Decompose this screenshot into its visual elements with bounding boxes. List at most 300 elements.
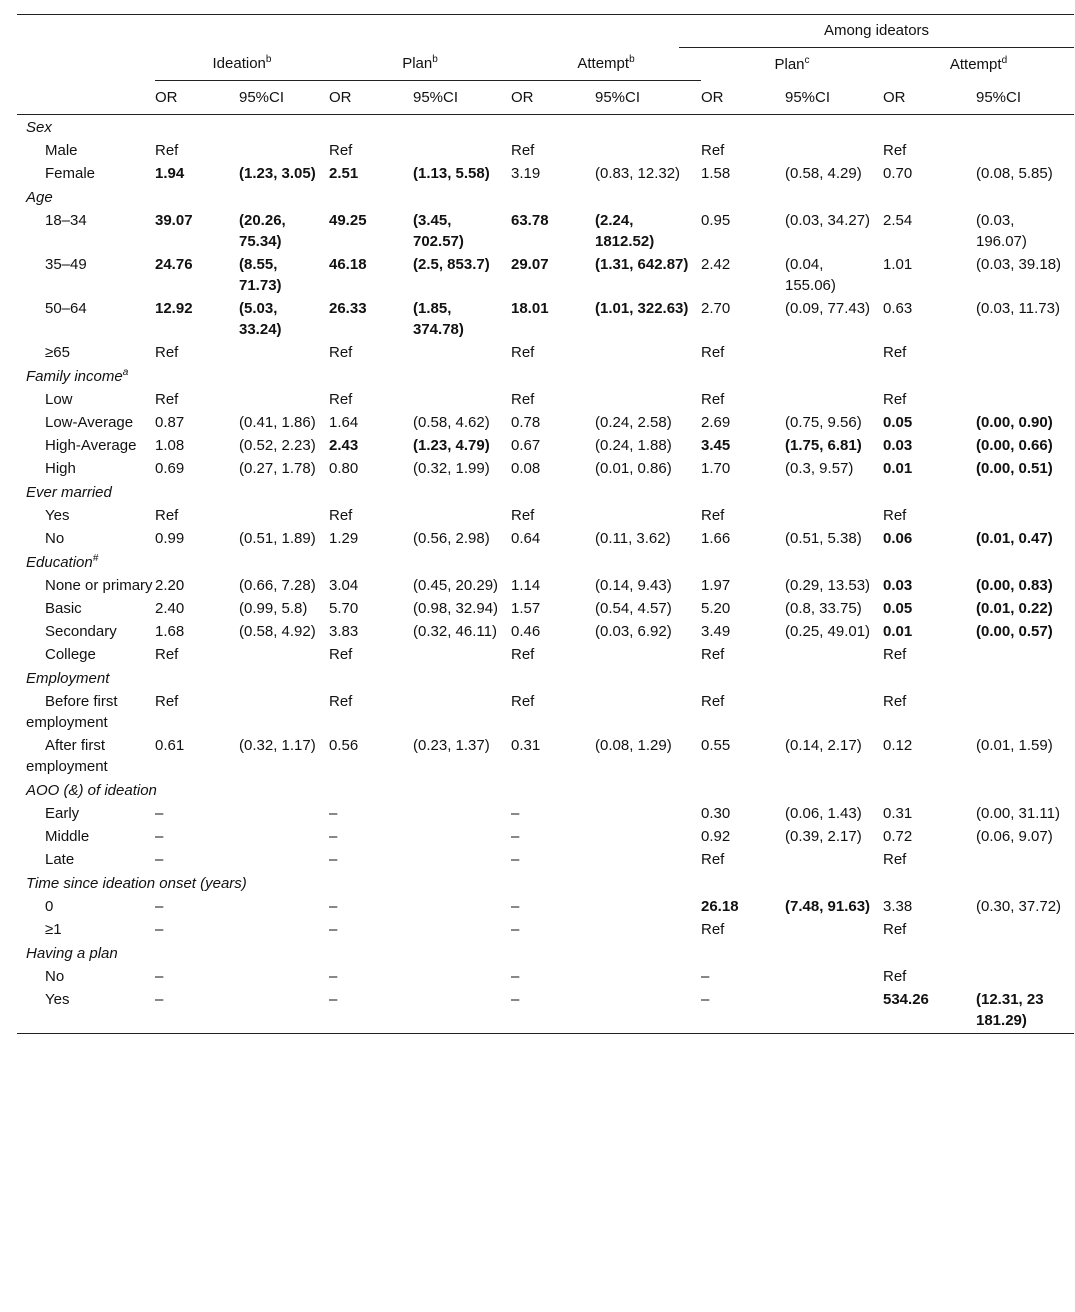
- section-title-text: Family income: [26, 368, 123, 385]
- section-title: [17, 480, 1074, 504]
- or-value: Ref: [883, 507, 907, 524]
- group-header-label: [155, 48, 329, 81]
- ci-value: [595, 988, 701, 1034]
- or-value: Ref: [155, 507, 179, 524]
- group-header-spacer: [17, 48, 155, 81]
- or-value: Ref: [329, 693, 353, 710]
- or-value: Ref: [155, 693, 179, 710]
- ci-value: [595, 388, 701, 411]
- or-value: 3.49: [701, 623, 731, 640]
- ci-value: [785, 388, 883, 411]
- ci-value: (1.85, 374.78): [413, 300, 464, 338]
- ci-value: (0.00, 31.11): [976, 805, 1060, 822]
- ci-value: (0.00, 0.57): [976, 623, 1053, 640]
- table-row: [17, 297, 1074, 341]
- or-value: 0.31: [511, 737, 541, 754]
- or-value: –: [329, 898, 338, 915]
- or-value: 18.01: [511, 300, 549, 317]
- row-label-text: 35–49: [45, 256, 87, 273]
- table-row: [17, 988, 1074, 1034]
- table-row: [17, 457, 1074, 480]
- ci-value: [239, 643, 329, 666]
- ci-value: (2.5, 853.7): [413, 256, 490, 273]
- or-value: 0.99: [155, 530, 185, 547]
- ci-header: 95%CI: [785, 81, 883, 115]
- ci-value: (1.23, 4.79): [413, 437, 490, 454]
- stat-header-spacer: [17, 81, 155, 115]
- table-row: [17, 802, 1074, 825]
- or-value: –: [511, 968, 520, 985]
- or-value: 0.67: [511, 437, 541, 454]
- group-header-sup: d: [1001, 55, 1008, 66]
- ci-value: [413, 504, 511, 527]
- ci-value: (0.51, 5.38): [785, 530, 862, 547]
- odds-ratio-table-container: [17, 14, 1074, 1034]
- ci-value: [785, 918, 883, 941]
- ci-value: [413, 848, 511, 871]
- section-title-text: Employment: [26, 670, 110, 687]
- or-value: Ref: [883, 646, 907, 663]
- ci-value: (0.08, 1.29): [595, 737, 672, 754]
- ci-value: (0.39, 2.17): [785, 828, 862, 845]
- or-value: Ref: [155, 391, 179, 408]
- ci-value: [785, 848, 883, 871]
- or-header: OR: [511, 81, 595, 115]
- or-value: 2.40: [155, 600, 185, 617]
- ci-value: (0.03, 196.07): [976, 212, 1027, 250]
- ci-value: (0.56, 2.98): [413, 530, 490, 547]
- or-value: –: [511, 828, 520, 845]
- section-title: [17, 778, 1074, 802]
- ci-value: (0.27, 1.78): [239, 460, 316, 477]
- ci-value: (0.54, 4.57): [595, 600, 672, 617]
- ci-value: (0.45, 20.29): [413, 577, 499, 594]
- ci-value: (1.13, 5.58): [413, 165, 490, 182]
- table-row: [17, 734, 1074, 778]
- row-label: [17, 411, 155, 434]
- group-header-label: [701, 54, 883, 75]
- or-header: OR: [155, 81, 239, 115]
- header-spacer: [17, 15, 701, 49]
- ci-value: (0.99, 5.8): [239, 600, 308, 617]
- ci-value: [239, 341, 329, 364]
- or-value: 0.08: [511, 460, 541, 477]
- ci-value: [785, 988, 883, 1034]
- row-label: [17, 527, 155, 550]
- row-label: [17, 690, 155, 734]
- table-row: [17, 895, 1074, 918]
- ci-value: [785, 643, 883, 666]
- ci-value: [976, 388, 1074, 411]
- stat-header-row: [17, 81, 1074, 115]
- row-label-text: High-Average: [45, 437, 137, 454]
- or-value: 46.18: [329, 256, 367, 273]
- ci-value: [976, 965, 1074, 988]
- ci-header: 95%CI: [976, 81, 1074, 115]
- table-row: [17, 848, 1074, 871]
- ci-value: [976, 139, 1074, 162]
- ci-value: [595, 825, 701, 848]
- ci-value: (0.58, 4.62): [413, 414, 490, 431]
- ci-value: [239, 690, 329, 734]
- or-value: Ref: [329, 646, 353, 663]
- row-label-text: Female: [45, 165, 96, 182]
- ci-value: (0.00, 0.83): [976, 577, 1053, 594]
- or-value: 26.33: [329, 300, 367, 317]
- table-row: [17, 825, 1074, 848]
- ci-value: [595, 341, 701, 364]
- ci-value: [976, 504, 1074, 527]
- ci-value: [785, 504, 883, 527]
- row-label: [17, 297, 155, 341]
- or-value: –: [155, 898, 164, 915]
- or-value: Ref: [511, 693, 535, 710]
- section-title: [17, 871, 1074, 895]
- ci-value: [413, 341, 511, 364]
- ci-value: [785, 965, 883, 988]
- ci-value: [239, 918, 329, 941]
- table-row: [17, 527, 1074, 550]
- ci-value: [785, 341, 883, 364]
- or-value: 1.97: [701, 577, 731, 594]
- or-value: Ref: [701, 851, 725, 868]
- table-row: [17, 341, 1074, 364]
- ci-value: (0.58, 4.92): [239, 623, 316, 640]
- ci-value: [239, 848, 329, 871]
- ci-value: (0.41, 1.86): [239, 414, 316, 431]
- or-value: Ref: [511, 344, 535, 361]
- ci-value: (2.24, 1812.52): [595, 212, 655, 250]
- row-label-text: No: [45, 530, 65, 547]
- group-header-sup: b: [265, 54, 272, 65]
- group-header-sup: b: [629, 54, 635, 65]
- ci-value: (0.66, 7.28): [239, 577, 316, 594]
- or-value: 0.01: [883, 623, 913, 640]
- ci-value: [595, 139, 701, 162]
- row-label-text: Male: [45, 142, 78, 159]
- ci-value: (0.32, 1.17): [239, 737, 316, 754]
- row-label-text: None or primary: [45, 577, 153, 594]
- ci-value: (5.03, 33.24): [239, 300, 282, 338]
- or-value: Ref: [329, 142, 353, 159]
- section-title: [17, 550, 1074, 574]
- ci-value: (12.31, 23 181.29): [976, 988, 1074, 1034]
- ci-value: (0.11, 3.62): [595, 530, 671, 547]
- table-row: [17, 139, 1074, 162]
- or-value: Ref: [883, 344, 907, 361]
- section-row: [17, 480, 1074, 504]
- group-header-text: Plan: [774, 56, 805, 73]
- group-header-cell: [329, 48, 511, 81]
- ci-value: (0.03, 11.73): [976, 300, 1060, 317]
- section-title-text: Having a plan: [26, 945, 118, 962]
- ci-value: (0.3, 9.57): [785, 460, 854, 477]
- ci-value: (0.29, 13.53): [785, 577, 871, 594]
- or-value: 12.92: [155, 300, 193, 317]
- or-value: 3.38: [883, 898, 913, 915]
- row-label: [17, 504, 155, 527]
- group-header-text: Plan: [402, 55, 433, 72]
- row-label-text: After first employment: [26, 737, 108, 775]
- or-value: –: [155, 988, 239, 1034]
- row-label: [17, 139, 155, 162]
- or-value: 2.54: [883, 212, 913, 229]
- row-label: [17, 162, 155, 185]
- ci-header: 95%CI: [239, 81, 329, 115]
- section-title-sup: a: [122, 367, 129, 378]
- or-value: Ref: [883, 851, 907, 868]
- table-row: [17, 620, 1074, 643]
- or-value: –: [329, 921, 338, 938]
- ci-value: [413, 139, 511, 162]
- or-value: 0.78: [511, 414, 541, 431]
- ci-value: (0.00, 0.66): [976, 437, 1053, 454]
- ci-value: [239, 825, 329, 848]
- row-label: [17, 253, 155, 297]
- or-value: 3.19: [511, 165, 541, 182]
- or-value: 1.66: [701, 530, 731, 547]
- section-row: [17, 364, 1074, 388]
- section-row: [17, 871, 1074, 895]
- group-header-cell: [701, 48, 883, 81]
- ci-value: (20.26, 75.34): [239, 212, 286, 250]
- section-title: [17, 941, 1074, 965]
- row-label-text: ≥1: [45, 921, 62, 938]
- ci-value: [413, 988, 511, 1034]
- or-value: 1.94: [155, 165, 185, 182]
- ci-value: (0.03, 6.92): [595, 623, 672, 640]
- group-header-cell: [883, 48, 1074, 81]
- or-value: 2.69: [701, 414, 731, 431]
- or-value: –: [329, 851, 338, 868]
- row-label-text: 50–64: [45, 300, 87, 317]
- or-value: Ref: [883, 142, 907, 159]
- or-value: 0.12: [883, 737, 913, 754]
- row-label: [17, 620, 155, 643]
- ci-value: (0.01, 0.47): [976, 530, 1053, 547]
- ci-value: (1.75, 6.81): [785, 437, 862, 454]
- or-value: Ref: [701, 693, 725, 710]
- or-value: 1.08: [155, 437, 185, 454]
- row-label: [17, 825, 155, 848]
- row-label: [17, 895, 155, 918]
- row-label-text: College: [45, 646, 96, 663]
- ci-value: (0.58, 4.29): [785, 165, 862, 182]
- table-header: [17, 15, 1074, 115]
- or-value: 0.63: [883, 300, 913, 317]
- table-row: [17, 504, 1074, 527]
- ci-value: [785, 139, 883, 162]
- ci-value: [976, 848, 1074, 871]
- or-value: 29.07: [511, 256, 549, 273]
- row-label-text: Basic: [45, 600, 82, 617]
- or-value: –: [155, 851, 164, 868]
- or-header: OR: [329, 81, 413, 115]
- row-label-text: Yes: [45, 507, 70, 524]
- row-label: [17, 848, 155, 871]
- or-value: 2.70: [701, 300, 731, 317]
- or-value: Ref: [511, 646, 535, 663]
- table-row: [17, 574, 1074, 597]
- ci-value: (1.23, 3.05): [239, 165, 316, 182]
- ci-value: [413, 690, 511, 734]
- or-value: 0.64: [511, 530, 541, 547]
- or-value: 0.61: [155, 737, 185, 754]
- group-header-cell: [511, 48, 701, 81]
- ci-value: (0.83, 12.32): [595, 165, 681, 182]
- or-value: 0.06: [883, 530, 913, 547]
- ci-value: [239, 965, 329, 988]
- row-label: [17, 434, 155, 457]
- row-label-text: Low-Average: [45, 414, 134, 431]
- or-value: Ref: [701, 142, 725, 159]
- or-header: OR: [701, 81, 785, 115]
- or-value: 1.70: [701, 460, 731, 477]
- group-header-label: [511, 48, 701, 81]
- row-label-text: Middle: [45, 828, 90, 845]
- or-value: –: [329, 828, 338, 845]
- ci-value: (0.01, 0.86): [595, 460, 672, 477]
- ci-value: (1.01, 322.63): [595, 300, 689, 317]
- or-value: –: [701, 968, 710, 985]
- row-label-text: ≥65: [45, 344, 70, 361]
- or-value: Ref: [883, 921, 907, 938]
- ci-value: (0.01, 1.59): [976, 737, 1053, 754]
- section-title: [17, 364, 1074, 388]
- ci-value: [239, 895, 329, 918]
- ci-value: (0.24, 1.88): [595, 437, 672, 454]
- or-value: 1.01: [883, 256, 913, 273]
- or-value: Ref: [701, 507, 725, 524]
- section-title: [17, 185, 1074, 209]
- ci-value: [976, 690, 1074, 734]
- group-header-sup: b: [432, 54, 438, 65]
- or-value: –: [155, 828, 164, 845]
- or-value: 1.29: [329, 530, 359, 547]
- row-label: [17, 988, 155, 1034]
- ci-value: (0.75, 9.56): [785, 414, 862, 431]
- row-label-text: 0: [45, 898, 54, 915]
- or-value: Ref: [883, 391, 907, 408]
- ci-value: (0.09, 77.43): [785, 300, 871, 317]
- ci-value: [239, 802, 329, 825]
- or-value: 0.87: [155, 414, 185, 431]
- table-row: [17, 388, 1074, 411]
- ci-value: [413, 643, 511, 666]
- or-value: 0.31: [883, 805, 913, 822]
- row-label-text: Yes: [45, 991, 70, 1008]
- or-value: 2.51: [329, 165, 359, 182]
- ci-value: [239, 139, 329, 162]
- table-row: [17, 643, 1074, 666]
- section-row: [17, 185, 1074, 209]
- or-value: 0.80: [329, 460, 359, 477]
- or-value: 0.01: [883, 460, 913, 477]
- row-label: [17, 209, 155, 253]
- or-value: Ref: [329, 391, 353, 408]
- or-value: 0.46: [511, 623, 541, 640]
- or-value: –: [511, 921, 520, 938]
- row-label: [17, 918, 155, 941]
- ci-value: (0.52, 2.23): [239, 437, 316, 454]
- or-value: 1.58: [701, 165, 731, 182]
- table-row: [17, 411, 1074, 434]
- or-value: 39.07: [155, 212, 193, 229]
- ci-value: (3.45, 702.57): [413, 212, 464, 250]
- ci-value: (0.98, 32.94): [413, 600, 499, 617]
- ci-value: [239, 988, 329, 1034]
- or-value: 0.30: [701, 805, 731, 822]
- section-title-text: Age: [26, 189, 53, 206]
- section-row: [17, 778, 1074, 802]
- row-label-text: Low: [45, 391, 73, 408]
- section-title-text: Sex: [26, 119, 52, 136]
- ci-value: (0.14, 9.43): [595, 577, 672, 594]
- section-row: [17, 941, 1074, 965]
- or-value: –: [329, 968, 338, 985]
- ci-value: (0.14, 2.17): [785, 737, 862, 754]
- row-label-text: 18–34: [45, 212, 87, 229]
- group-header-label: [329, 48, 511, 81]
- ci-value: [976, 918, 1074, 941]
- ci-value: (0.06, 9.07): [976, 828, 1053, 845]
- table-row: [17, 253, 1074, 297]
- table-body: [17, 115, 1074, 1034]
- row-label: [17, 965, 155, 988]
- row-label: [17, 341, 155, 364]
- or-value: 0.05: [883, 414, 913, 431]
- or-value: 1.14: [511, 577, 541, 594]
- section-title: [17, 666, 1074, 690]
- ci-value: [413, 802, 511, 825]
- ci-value: [595, 802, 701, 825]
- or-value: Ref: [511, 391, 535, 408]
- ci-value: (8.55, 71.73): [239, 256, 282, 294]
- ci-value: (0.01, 0.22): [976, 600, 1053, 617]
- section-title-sup: #: [92, 553, 99, 564]
- or-value: 3.83: [329, 623, 359, 640]
- or-value: 0.03: [883, 577, 913, 594]
- or-value: 1.68: [155, 623, 185, 640]
- ci-value: [785, 690, 883, 734]
- section-row: [17, 115, 1074, 140]
- or-value: Ref: [883, 968, 907, 985]
- ci-value: (0.51, 1.89): [239, 530, 316, 547]
- or-value: Ref: [329, 344, 353, 361]
- or-value: –: [701, 988, 785, 1034]
- table-row: [17, 434, 1074, 457]
- row-label-text: Early: [45, 805, 80, 822]
- ci-value: [595, 504, 701, 527]
- group-header-text: Attempt: [577, 55, 630, 72]
- or-value: 0.72: [883, 828, 913, 845]
- ci-value: (0.25, 49.01): [785, 623, 871, 640]
- or-value: 3.04: [329, 577, 359, 594]
- section-row: [17, 550, 1074, 574]
- ci-value: [595, 848, 701, 871]
- or-value: 0.55: [701, 737, 731, 754]
- or-value: –: [329, 805, 338, 822]
- or-header: OR: [883, 81, 976, 115]
- or-value: 2.42: [701, 256, 731, 273]
- row-label-text: Late: [45, 851, 75, 868]
- among-ideators-label: Among ideators: [679, 15, 1074, 48]
- or-value: Ref: [883, 693, 907, 710]
- table-row: [17, 918, 1074, 941]
- or-value: 0.70: [883, 165, 913, 182]
- or-value: 49.25: [329, 212, 367, 229]
- ci-header: 95%CI: [413, 81, 511, 115]
